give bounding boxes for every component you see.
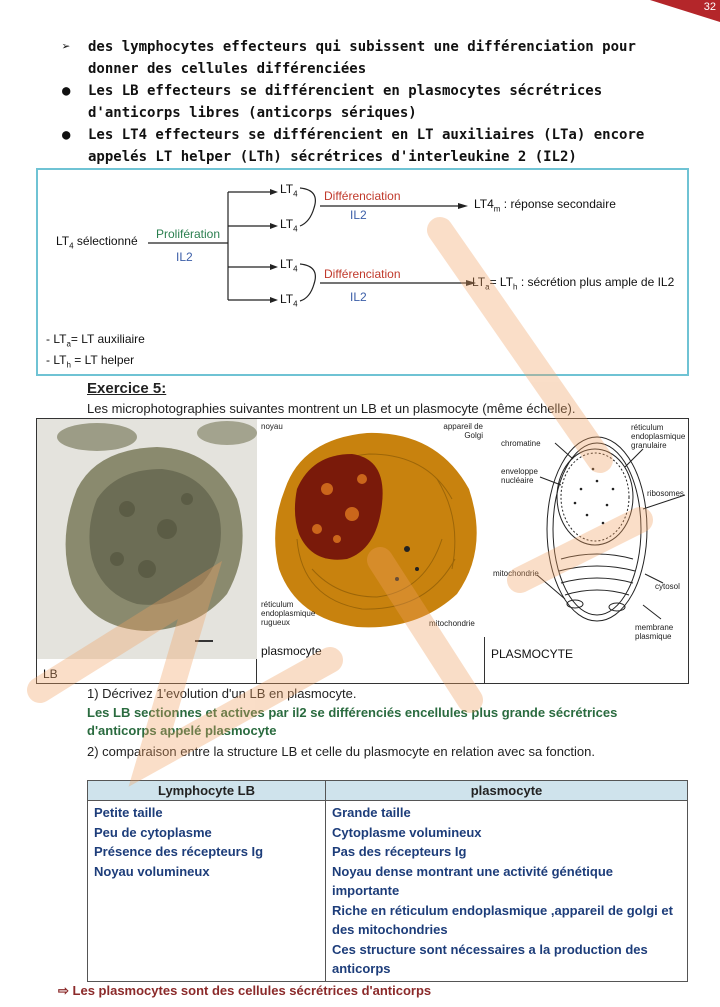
list-item: Grande taille bbox=[332, 805, 411, 820]
label-cytosol: cytosol bbox=[655, 582, 680, 591]
list-item: Ces structure sont nécessaires a la production des anticorps bbox=[332, 941, 648, 976]
label-reticulum: réticulum endoplasmique rugueux bbox=[261, 600, 316, 627]
intro-bullet: ● Les LT4 effecteurs se différencient en LT auxiliaires (LTa) encore appelés LT helper (LTh) sécrétrices d'interleukine 2 (IL2) bbox=[60, 124, 685, 168]
lt4-node: $LT_4$ bbox=[280, 292, 298, 309]
label-mitochondrie-d: mitochondrie bbox=[493, 569, 539, 578]
lb-micrograph bbox=[37, 419, 257, 659]
lt4-node: $LT_4$ bbox=[280, 182, 298, 199]
il2-label: IL2 bbox=[350, 290, 367, 304]
differentiation-label: Différenciation bbox=[324, 267, 401, 281]
list-item: Peu de cytoplasme bbox=[94, 824, 212, 840]
question-2: 2) comparaison entre la structure LB et celle du plasmocyte en relation avec sa fonction. bbox=[87, 744, 595, 759]
note-lta: - $LT_a=$ LT auxiliaire bbox=[46, 332, 145, 349]
plasmocyte-drawing bbox=[485, 419, 690, 644]
label-membrane: membrane plasmique bbox=[635, 623, 674, 641]
figures-panel bbox=[36, 418, 689, 684]
answer-1: Les LB sectionnes et actives par il2 se différenciés encellules plus grande sécrétrices d'anticorps appelé plasmocyte bbox=[87, 705, 618, 738]
lt4-selected-label: $LT_4$ sélectionné bbox=[56, 234, 138, 251]
list-item: Pas des récepteurs Ig bbox=[332, 844, 467, 859]
label-chromatine: chromatine bbox=[501, 439, 541, 448]
dot-bullet-icon: ● bbox=[62, 127, 71, 143]
lb-caption: LB bbox=[43, 667, 58, 681]
label-noyau: noyau bbox=[261, 422, 283, 431]
dot-bullet-icon: ● bbox=[62, 83, 71, 99]
lt4-node: $LT_4$ bbox=[280, 217, 298, 234]
plasmocyte-diagram-cell bbox=[485, 419, 690, 683]
il2-label: IL2 bbox=[350, 208, 367, 222]
lta-result: $LT_a= LT_h$ : sécrétion plus ample de IL2 bbox=[472, 275, 675, 292]
exercise-title: Exercice 5: bbox=[87, 380, 167, 397]
differentiation-label: Différenciation bbox=[324, 189, 401, 203]
list-item: Petite taille bbox=[94, 805, 163, 820]
table-header-lb: Lymphocyte LB bbox=[88, 781, 326, 801]
lb-micrograph-cell bbox=[37, 419, 257, 683]
list-item: Noyau volumineux bbox=[94, 863, 210, 879]
intro-list bbox=[60, 36, 685, 168]
table-header-plasmocyte: plasmocyte bbox=[326, 781, 688, 801]
label-reticulum-granulaire: réticulum endoplasmique granulaire bbox=[631, 423, 686, 450]
plasmocyte-diagram-caption: PLASMOCYTE bbox=[491, 647, 574, 661]
question-1: 1) Décrivez 1'evolution d'un LB en plasmocyte. bbox=[87, 686, 357, 701]
il2-label: IL2 bbox=[176, 250, 193, 264]
conclusion-arrow-icon: ⇨ bbox=[58, 983, 69, 998]
label-enveloppe: enveloppe nucléaire bbox=[501, 467, 538, 485]
exercise-intro: Les microphotographies suivantes montrent un LB et un plasmocyte (même échelle). bbox=[87, 401, 576, 416]
table-row bbox=[88, 801, 688, 982]
list-item: Présence des récepteurs Ig bbox=[94, 844, 264, 859]
lt4-node: $LT_4$ bbox=[280, 257, 298, 274]
conclusion: ⇨ Les plasmocytes sont des cellules sécrétrices d'anticorps bbox=[58, 983, 432, 998]
label-golgi: appareil de Golgi bbox=[443, 422, 483, 440]
differentiation-diagram bbox=[36, 168, 689, 376]
plasmocyte-micrograph-cell bbox=[257, 419, 485, 683]
label-ribosomes: ribosomes bbox=[647, 489, 684, 498]
intro-bullet: ● Les LB effecteurs se différencient en plasmocytes sécrétrices d'anticorps libres (anticorps sériques) bbox=[60, 80, 685, 124]
comparison-table bbox=[87, 780, 688, 982]
arrow-bullet-icon: ➢ bbox=[62, 39, 71, 55]
page-number: 32 bbox=[703, 1, 716, 13]
intro-arrow-item: ➢ des lymphocytes effecteurs qui subissent une différenciation pour donner des cellules différenciées bbox=[60, 36, 685, 80]
plasmocyte-caption: plasmocyte bbox=[261, 644, 322, 658]
lb-column bbox=[88, 801, 326, 982]
list-item: Cytoplasme volumineux bbox=[332, 824, 482, 840]
list-item: Noyau dense montrant une activité génétique importante bbox=[332, 863, 613, 898]
plasmocyte-column bbox=[326, 801, 688, 982]
list-item: Riche en réticulum endoplasmique ,appareil de golgi et des mitochondries bbox=[332, 902, 673, 937]
note-lth: - $LT_h$ = LT helper bbox=[46, 353, 135, 370]
lt4m-result: $LT4_m$ : réponse secondaire bbox=[474, 197, 616, 214]
proliferation-label: Prolifération bbox=[156, 227, 221, 241]
label-mitochondrie: mitochondrie bbox=[429, 619, 475, 628]
